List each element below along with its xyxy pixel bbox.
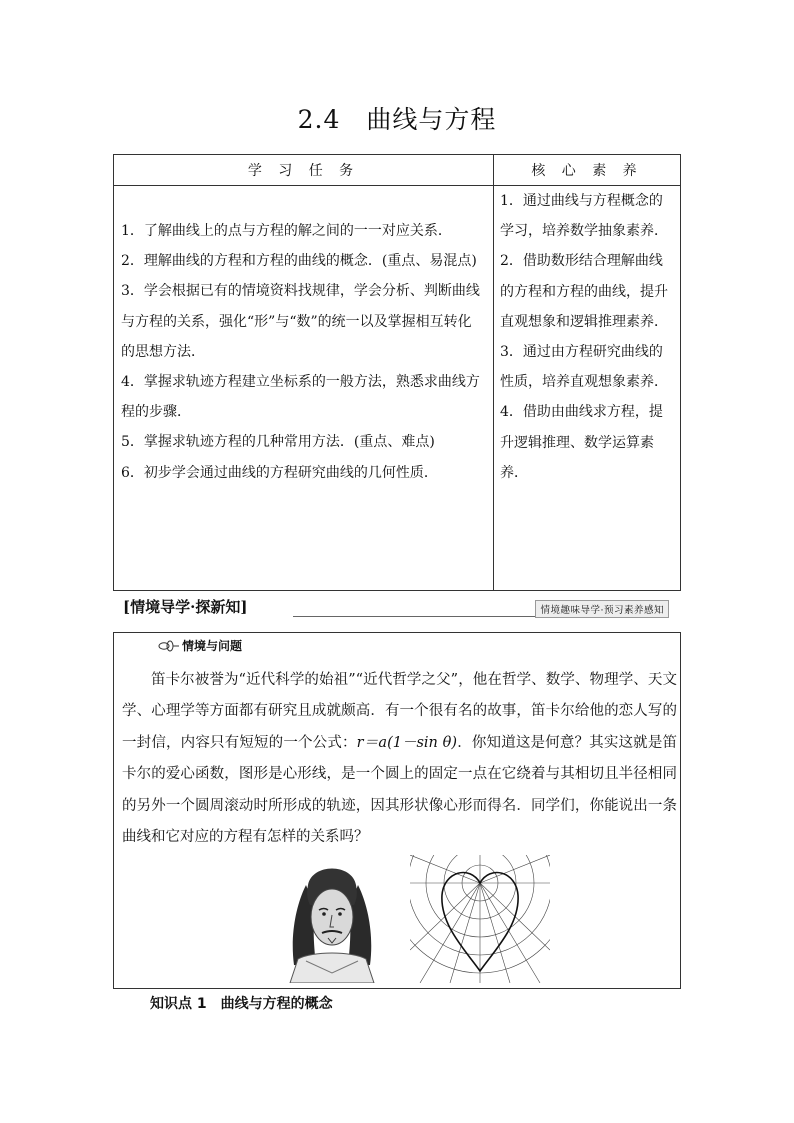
- section-title: 曲线与方程: [366, 105, 497, 134]
- knowledge-point-label: 知识点 1: [150, 996, 207, 1012]
- tasks-cell: [114, 186, 494, 591]
- section-label: [情境导学·探新知]: [123, 598, 248, 616]
- clover-icon: [158, 639, 180, 653]
- task-item: 6．初步学会通过曲线的方程研究曲线的几何性质．: [121, 464, 438, 481]
- header-literacy: 核 心 素 养: [494, 155, 681, 186]
- page-title: [0, 100, 794, 136]
- task-item: 1．了解曲线上的点与方程的解之间的一一对应关系．: [121, 223, 452, 239]
- knowledge-point: [150, 993, 333, 1013]
- descartes-portrait: [276, 855, 388, 983]
- header-tasks: 学 习 任 务: [114, 155, 494, 186]
- learning-goals-table: [113, 154, 681, 591]
- scenario-heading: [158, 637, 242, 654]
- section-bar: [113, 594, 681, 620]
- scenario-text-before: 笛卡尔被誉为“近代科学的始祖”“近代哲学之父”，他在哲学、数学、物理学、天文学、心理学等方面都有研究且成就颇高．有一个很有名的故事，笛卡尔给他的恋人写的一封信，内容只有短短的一个公式：: [122, 672, 677, 751]
- cardioid-formula: r＝a(1－sin θ): [356, 734, 458, 751]
- section-tag: 情境趣味导学·预习素养感知: [535, 600, 669, 618]
- literacy-item: 2．借助数形结合理解曲线的方程和方程的曲线，提升直观想象和逻辑推理素养．: [500, 253, 668, 330]
- literacy-cell: [494, 186, 681, 591]
- literacy-item: 1．通过曲线与方程概念的学习，培养数学抽象素养．: [500, 193, 668, 240]
- scenario-box: [113, 632, 681, 989]
- literacy-item: 4．借助由曲线求方程，提升逻辑推理、数学运算素养．: [500, 404, 663, 481]
- scenario-text-after: ．你知道这是何意？其实这就是笛卡尔的爱心函数，图形是心形线，是一个圆上的固定一点在它绕着与其相切且半径相同的另外一个圆周滚动时所形成的轨迹，因其形状像心形而得名．同学们，你能说出一条曲线和它对应的方程有怎样的关系吗？: [122, 734, 678, 846]
- task-item: 5．掌握求轨迹方程的几种常用方法．(重点、难点): [121, 434, 435, 451]
- section-number: 2.4: [297, 105, 341, 134]
- task-item: 3．学会根据已有的情境资料找规律，学会分析、判断曲线与方程的关系，强化“形”与“数”的统一以及掌握相互转化的思想方法．: [121, 283, 480, 360]
- knowledge-point-title: 曲线与方程的概念: [220, 996, 333, 1012]
- literacy-item: 3．通过由方程研究曲线的性质，培养直观想象素养．: [500, 344, 668, 391]
- cardioid-polar-plot: [410, 855, 550, 983]
- task-item: 4．掌握求轨迹方程建立坐标系的一般方法，熟悉求曲线方程的步骤．: [121, 374, 480, 421]
- scenario-text: [122, 665, 677, 853]
- task-item: 2．理解曲线的方程和方程的曲线的概念．(重点、易混点): [121, 253, 477, 270]
- scenario-heading-text: 情境与问题: [182, 639, 243, 653]
